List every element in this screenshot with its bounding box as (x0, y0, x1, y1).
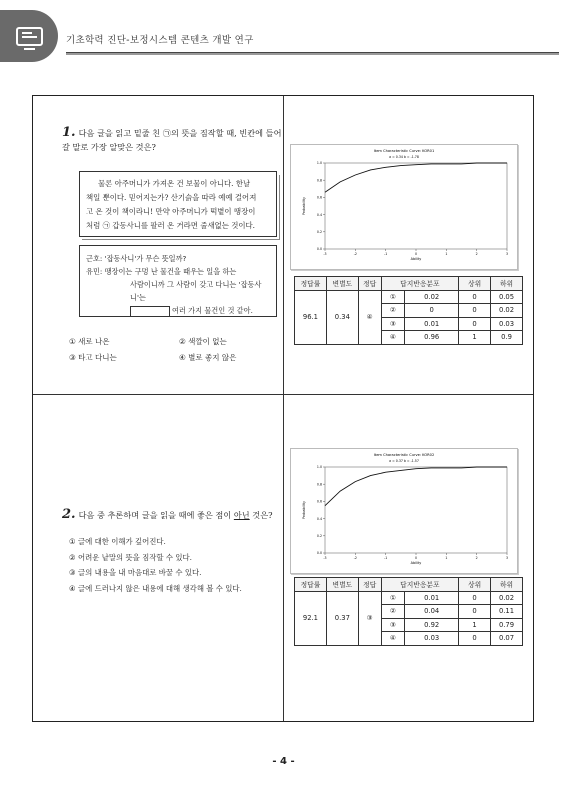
chart-params: a = 0.34 b = -1.78 (389, 155, 419, 159)
upper-group: 1 (459, 331, 491, 345)
correct-rate: 92.1 (295, 591, 327, 645)
option-3[interactable]: ③ 글의 내용을 내 마음대로 바꿀 수 있다. (69, 568, 202, 577)
col-header: 답지반응분포 (381, 578, 459, 592)
upper-group: 1 (459, 618, 491, 632)
content-frame (32, 95, 534, 722)
upper-group: 0 (459, 317, 491, 331)
x-tick-label: -3 (323, 556, 327, 560)
hint-line: 사람이니까 그 사람이 갖고 다니는 '잡동사니'는 (130, 280, 262, 302)
x-tick-label: -1 (384, 556, 388, 560)
hint-line: 유민: 땡장이는 구멍 난 물건을 때우는 일을 하는 (86, 267, 237, 276)
y-tick-label: 1.0 (316, 465, 322, 470)
item-stats-table-2 (294, 577, 523, 646)
item-stats-table-1 (294, 276, 523, 345)
x-tick-label: -1 (384, 252, 388, 256)
passage-line: 책일 뿐이다. 믿어지는가? 산기슭을 따라 예예 걸어져 (86, 193, 257, 202)
y-tick-label: 0.0 (316, 551, 322, 556)
option-2[interactable]: ② 어려운 낱말의 뜻을 짐작할 수 있다. (69, 552, 193, 562)
icc-chart-1-svg (291, 145, 517, 269)
option-mark: ④ (381, 632, 405, 646)
option-mark: ① (381, 290, 405, 304)
monitor-icon (16, 27, 43, 46)
y-tick-label: 0.2 (316, 230, 322, 234)
x-tick-label: 2 (475, 252, 478, 256)
y-tick-label: 0.2 (316, 534, 322, 538)
y-tick-label: 0.8 (316, 482, 322, 487)
passage-line: 처럼 ㉠ 갑동사니를 팔러 온 거라면 줄새없는 것이다. (86, 221, 255, 230)
lower-group: 0.11 (491, 605, 523, 619)
col-header: 변별도 (326, 277, 358, 291)
col-header: 정답 (358, 578, 381, 592)
question-1-hint-box (79, 245, 277, 317)
option-4[interactable]: ④ 별로 좋지 않은 (179, 353, 237, 362)
col-header: 답지반응분포 (381, 277, 459, 291)
option-4[interactable]: ④ 글에 드러나지 않은 내용에 대해 생각해 볼 수 있다. (69, 583, 242, 593)
page-number: - 4 - (272, 756, 295, 767)
lower-group: 0.02 (491, 304, 523, 318)
question-2-options (69, 534, 279, 596)
question-2-text-post: 것은? (249, 510, 273, 520)
option-mark: ② (381, 304, 405, 318)
option-mark: ④ (381, 331, 405, 345)
question-1-options (69, 334, 289, 366)
passage-line: 고 온 것이 책이라니! 만약 아주머니가 떡볕이 땡장이 (86, 207, 256, 216)
question-1-number: 1. (62, 125, 76, 140)
answer-key: ③ (358, 591, 381, 645)
upper-group: 0 (459, 591, 491, 605)
icc-chart-2-svg (291, 449, 517, 573)
icc-curve (325, 163, 507, 192)
option-1[interactable]: ① 새로 나온 (69, 337, 110, 346)
lower-group: 0.05 (491, 290, 523, 304)
icc-plot-2 (302, 465, 508, 565)
lower-group: 0.9 (491, 331, 523, 345)
header-rule (66, 52, 559, 55)
question-2-text-pre: 다음 중 추론하며 글을 읽을 때에 좋은 점이 (78, 510, 234, 520)
x-tick-label: 1 (445, 252, 448, 256)
y-tick-label: 0.6 (316, 499, 322, 504)
answer-key: ④ (358, 290, 381, 344)
option-mark: ② (381, 605, 405, 619)
plot-area (325, 467, 507, 553)
col-header: 정답률 (295, 277, 327, 291)
col-header: 상위 (459, 277, 491, 291)
column-divider (283, 96, 284, 721)
passage-line: 물론 아주머니가 가져온 건 보물이 아니다. 한날 (98, 179, 251, 188)
x-tick-label: 3 (505, 556, 509, 560)
hint-title: 근호: '잡동사니'가 무슨 뜻일까? (86, 254, 187, 263)
icc-curve (325, 467, 507, 506)
x-tick-label: 1 (445, 556, 448, 560)
option-2[interactable]: ② 색깔이 없는 (179, 337, 227, 346)
row-divider (33, 394, 533, 395)
y-tick-label: 0.8 (316, 178, 322, 183)
response-rate: 0.03 (405, 632, 459, 646)
answer-blank-box (130, 306, 170, 317)
option-1[interactable]: ① 글에 대한 이해가 깊어진다. (69, 537, 166, 546)
option-mark: ③ (381, 618, 405, 632)
response-rate: 0.96 (405, 331, 459, 345)
lower-group: 0.03 (491, 317, 523, 331)
response-rate: 0 (405, 304, 459, 318)
response-rate: 0.01 (405, 317, 459, 331)
correct-rate: 96.1 (295, 290, 327, 344)
y-tick-label: 0.6 (316, 195, 322, 200)
col-header: 변별도 (326, 578, 358, 592)
response-rate: 0.04 (405, 605, 459, 619)
hint-line: 여러 가지 물건인 것 같아. (172, 306, 253, 315)
x-tick-label: 0 (414, 252, 418, 256)
lower-group: 0.02 (491, 591, 523, 605)
page-title: 기초학력 진단-보정시스템 콘텐츠 개발 연구 (66, 35, 254, 46)
x-tick-label: 0 (414, 556, 418, 560)
upper-group: 0 (459, 605, 491, 619)
chart-params: a = 0.37 b = -1.57 (389, 459, 419, 463)
icc-chart-1 (290, 144, 518, 270)
response-rate: 0.02 (405, 290, 459, 304)
col-header: 정답 (358, 277, 381, 291)
lower-group: 0.07 (491, 632, 523, 646)
x-tick-label: -2 (353, 252, 357, 256)
question-2-stem (62, 508, 282, 522)
discrimination: 0.37 (326, 591, 358, 645)
response-rate: 0.01 (405, 591, 459, 605)
upper-group: 0 (459, 304, 491, 318)
col-header: 상위 (459, 578, 491, 592)
x-tick-label: 3 (505, 252, 509, 256)
icc-plot-1 (302, 161, 508, 261)
x-tick-label: -3 (323, 252, 327, 256)
question-2-text-underline: 아닌 (233, 510, 250, 520)
question-1-stem (62, 126, 282, 154)
col-header: 하위 (491, 578, 523, 592)
y-tick-label: 0.0 (316, 247, 322, 252)
upper-group: 0 (459, 290, 491, 304)
x-tick-label: 2 (475, 556, 478, 560)
option-3[interactable]: ③ 타고 다니는 (69, 353, 117, 362)
col-header: 하위 (491, 277, 523, 291)
option-mark: ③ (381, 317, 405, 331)
header-tab (0, 10, 58, 62)
x-axis-label: Ability (410, 561, 422, 565)
discrimination: 0.34 (326, 290, 358, 344)
y-axis-label: Probability (302, 197, 306, 215)
x-axis-label: Ability (410, 257, 422, 261)
question-2-number: 2. (62, 507, 76, 522)
col-header: 정답률 (295, 578, 327, 592)
option-mark: ① (381, 591, 405, 605)
lower-group: 0.79 (491, 618, 523, 632)
icc-chart-2 (290, 448, 518, 574)
y-axis-label: Probability (302, 501, 306, 519)
chart-title: Item Characteristic Curve: KOR02 (373, 453, 435, 457)
upper-group: 0 (459, 632, 491, 646)
response-rate: 0.92 (405, 618, 459, 632)
y-tick-label: 1.0 (316, 161, 322, 166)
y-tick-label: 0.4 (316, 516, 322, 521)
y-tick-label: 0.4 (316, 212, 322, 217)
question-1-passage (79, 171, 277, 237)
x-tick-label: -2 (353, 556, 357, 560)
chart-title: Item Characteristic Curve: KOR01 (373, 149, 435, 153)
question-1-text: 다음 글을 읽고 밑줄 친 ㉠의 뜻을 짐작할 때, 빈칸에 들어갈 말로 가장 알맞은 것은? (62, 128, 282, 152)
